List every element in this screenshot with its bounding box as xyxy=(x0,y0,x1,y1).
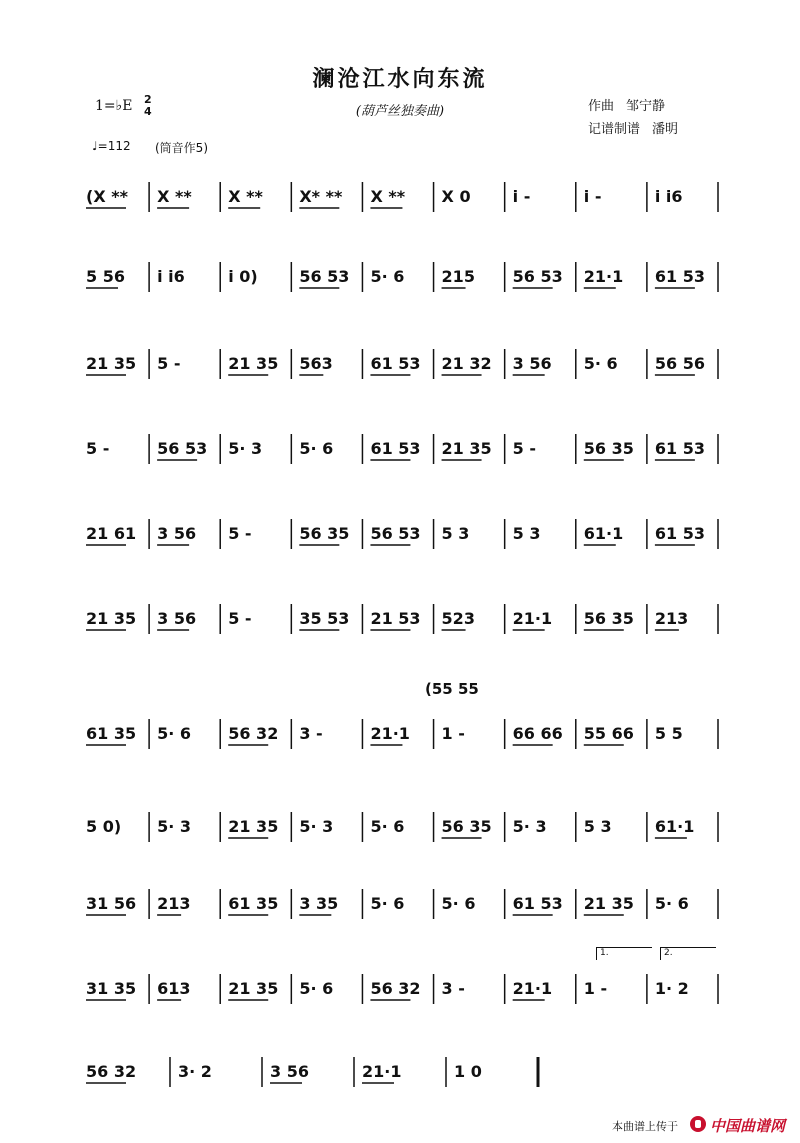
measure: 5 3 xyxy=(583,817,612,836)
score-row-svg xyxy=(78,600,718,640)
measure: 5· 6 xyxy=(370,894,405,913)
fingering-note: (筒音作5) xyxy=(155,141,208,155)
measure: 5· 6 xyxy=(654,894,689,913)
score-row-svg xyxy=(78,515,718,555)
measure: 5 3 xyxy=(512,524,541,543)
measure: 61 53 xyxy=(370,439,421,458)
measure: 5 3 xyxy=(441,524,470,543)
measure: i i6 xyxy=(654,187,683,206)
measure: 21 32 xyxy=(441,354,492,373)
measure: 61 53 xyxy=(654,439,705,458)
measure: 55 66 xyxy=(583,724,634,743)
score-row-svg xyxy=(78,178,718,218)
score-row-svg xyxy=(78,885,718,925)
measure: i i6 xyxy=(157,267,185,286)
site-logo xyxy=(690,1113,795,1135)
measure: 56 56 xyxy=(654,354,705,373)
score-row-svg xyxy=(78,715,718,755)
measure: X* ** xyxy=(299,187,343,206)
transcriber-label: 记谱制谱 xyxy=(588,122,641,137)
measure: 56 35 xyxy=(583,609,634,628)
measure: 61 53 xyxy=(654,267,705,286)
site-name: 中国曲谱网 xyxy=(710,1117,786,1135)
time-numerator: 2 xyxy=(144,93,152,106)
measure: 35 53 xyxy=(299,609,350,628)
measure: 5 - xyxy=(228,609,252,628)
measure: 3 - xyxy=(299,724,323,743)
measure: 61·1 xyxy=(654,817,695,836)
score-row-svg xyxy=(78,808,718,848)
score-row xyxy=(78,970,718,1010)
measure: 61 53 xyxy=(370,354,421,373)
measure: 21·1 xyxy=(512,979,553,998)
measure: 3 56 xyxy=(157,609,197,628)
measure: 61 35 xyxy=(86,724,137,743)
measure: 56 32 xyxy=(370,979,421,998)
measure: 1 - xyxy=(583,979,608,998)
measure: 5· 6 xyxy=(157,724,192,743)
measure: 563 xyxy=(299,354,333,373)
measure: 21 35 xyxy=(86,609,137,628)
measure: 21·1 xyxy=(583,267,624,286)
score-row xyxy=(78,715,718,755)
score-row-svg xyxy=(78,1053,718,1093)
measure: 66 66 xyxy=(512,724,563,743)
measure: 3· 2 xyxy=(178,1062,212,1081)
measure: 56 35 xyxy=(299,524,350,543)
composer-credit xyxy=(588,95,665,114)
measure: 56 53 xyxy=(370,524,421,543)
measure: 5 - xyxy=(228,524,252,543)
score-row xyxy=(78,178,718,218)
measure: 3 56 xyxy=(270,1062,309,1081)
measure: 56 53 xyxy=(299,267,350,286)
measure: 56 35 xyxy=(441,817,492,836)
measure: 3 56 xyxy=(512,354,552,373)
measure: 56 53 xyxy=(157,439,208,458)
score-subtitle: (葫芦丝独奏曲) xyxy=(355,104,445,119)
time-signature xyxy=(144,94,152,118)
measure: 5 - xyxy=(512,439,537,458)
measure: i 0) xyxy=(228,267,258,286)
measure: 21 35 xyxy=(228,979,279,998)
measure: 1 0 xyxy=(454,1062,482,1081)
score-row xyxy=(78,258,718,298)
measure: 56 53 xyxy=(512,267,563,286)
score-row xyxy=(78,515,718,555)
volta-bracket: 2. xyxy=(660,947,716,960)
measure: 61 35 xyxy=(228,894,279,913)
measure: 5· 6 xyxy=(299,439,334,458)
measure: 213 xyxy=(157,894,191,913)
measure: 21 35 xyxy=(228,354,279,373)
measure: 21 35 xyxy=(228,817,279,836)
measure: i - xyxy=(583,187,602,206)
measure: 5· 6 xyxy=(299,979,334,998)
measure: 5· 3 xyxy=(512,817,547,836)
score-row xyxy=(78,808,718,848)
measure: 5 - xyxy=(86,439,110,458)
measure: 5· 6 xyxy=(583,354,618,373)
measure: 56 32 xyxy=(86,1062,137,1081)
score-row xyxy=(78,1053,718,1093)
measure: 56 35 xyxy=(583,439,634,458)
measure: 3 56 xyxy=(157,524,197,543)
measure: 31 35 xyxy=(86,979,137,998)
score-row-svg xyxy=(78,430,718,470)
score-row-svg xyxy=(78,345,718,385)
ossia-passage: (55 55 xyxy=(425,680,479,698)
measure: 61 53 xyxy=(654,524,705,543)
measure: 3 35 xyxy=(299,894,339,913)
key-signature: 1=♭E xyxy=(95,98,133,114)
measure: 215 xyxy=(441,267,475,286)
measure: 1· 2 xyxy=(654,979,689,998)
measure: 31 56 xyxy=(86,894,137,913)
upload-note: 本曲谱上传于 xyxy=(612,1120,678,1133)
measure: X ** xyxy=(370,187,406,206)
score-row-svg xyxy=(78,970,718,1010)
transcriber-credit xyxy=(588,118,678,137)
measure: 5 5 xyxy=(654,724,683,743)
measure: X ** xyxy=(228,187,263,206)
measure: 21 35 xyxy=(86,354,137,373)
measure: 5· 3 xyxy=(299,817,334,836)
score-row xyxy=(78,430,718,470)
composer-label: 作曲 xyxy=(588,99,615,114)
measure: 21 53 xyxy=(370,609,421,628)
measure: 5 0) xyxy=(86,817,122,836)
measure: 21·1 xyxy=(370,724,410,743)
time-denominator: 4 xyxy=(144,105,152,118)
measure: 21 35 xyxy=(583,894,634,913)
measure: 613 xyxy=(157,979,191,998)
measure: 5· 3 xyxy=(228,439,263,458)
measure: 21·1 xyxy=(362,1062,402,1081)
measure: 5· 6 xyxy=(441,894,476,913)
measure: 21 35 xyxy=(441,439,492,458)
measure: 213 xyxy=(654,609,689,628)
tempo-marking: ♩=112 xyxy=(92,139,131,153)
measure: 1 - xyxy=(441,724,465,743)
measure: 3 - xyxy=(441,979,465,998)
measure: 5· 6 xyxy=(370,267,405,286)
measure: 523 xyxy=(441,609,475,628)
measure: i - xyxy=(512,187,531,206)
site-logo-icon xyxy=(690,1116,706,1132)
measure: 5· 6 xyxy=(370,817,405,836)
score-row-svg xyxy=(78,258,718,298)
score-row xyxy=(78,600,718,640)
measure: 5· 3 xyxy=(157,817,192,836)
measure: (X ** xyxy=(86,187,128,206)
score-title: 澜沧江水向东流 xyxy=(312,66,488,92)
measure: X 0 xyxy=(441,187,471,206)
measure: 21 61 xyxy=(86,524,137,543)
transcriber-name: 潘明 xyxy=(652,122,679,137)
measure: 5 - xyxy=(157,354,181,373)
volta-bracket: 1. xyxy=(596,947,652,960)
measure: 21·1 xyxy=(512,609,553,628)
measure: 61·1 xyxy=(583,524,624,543)
composer-name: 邹宁静 xyxy=(626,99,666,114)
measure: 5 56 xyxy=(86,267,125,286)
measure: 56 32 xyxy=(228,724,279,743)
score-row xyxy=(78,345,718,385)
measure: 61 53 xyxy=(512,894,563,913)
measure: X ** xyxy=(157,187,192,206)
score-row xyxy=(78,885,718,925)
